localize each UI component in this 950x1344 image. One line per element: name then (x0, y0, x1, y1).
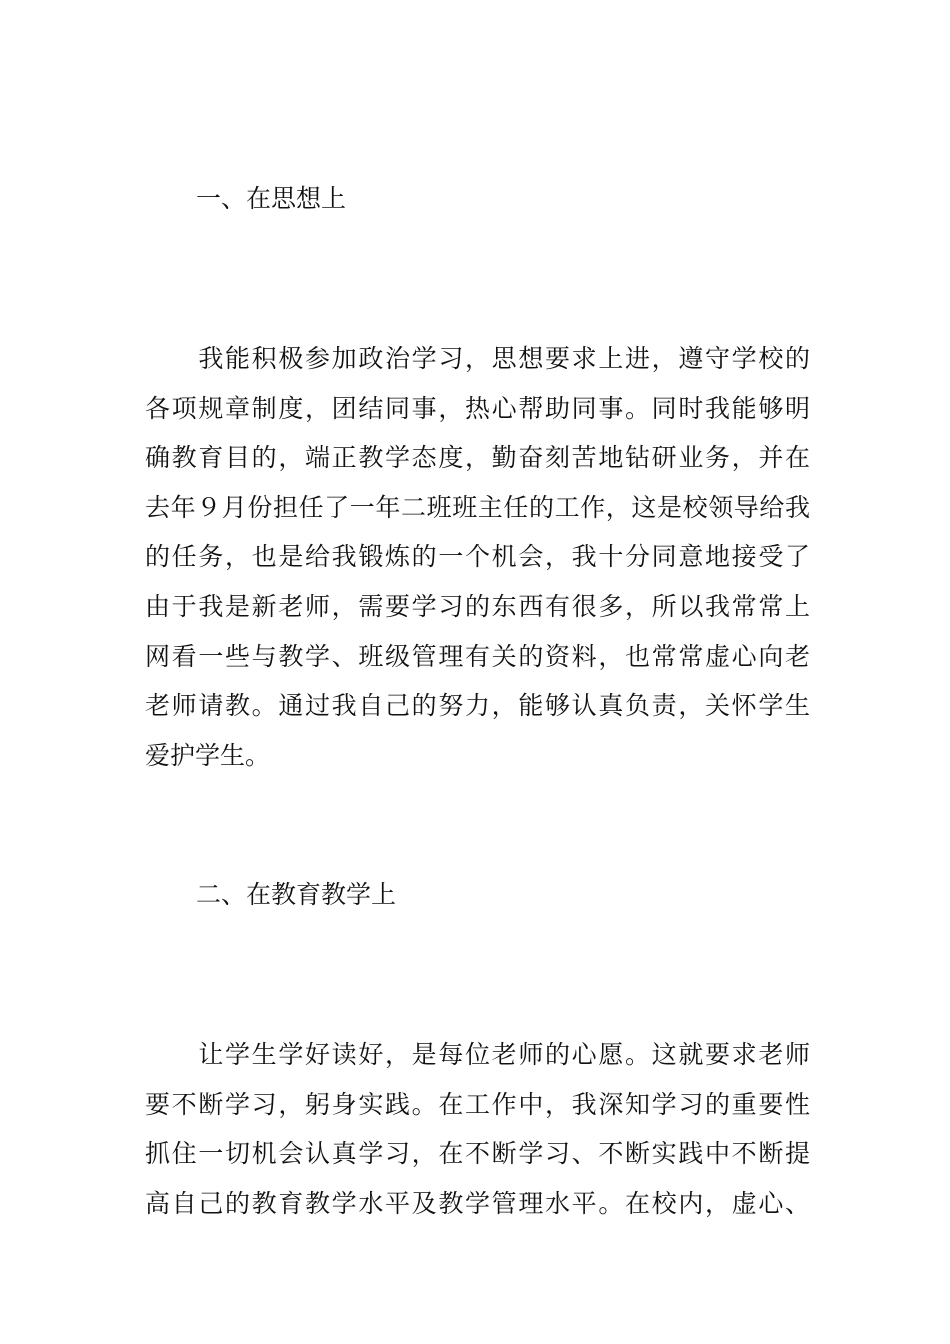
paragraph-line: 高自己的教育教学水平及教学管理水平。在校内，虚心、 (145, 1188, 810, 1218)
paragraph-line: 抓住一切机会认真学习，在不断学习、不断实践中不断提 (145, 1139, 810, 1169)
paragraph-line: 让学生学好读好，是每位老师的心愿。这就要求老师 (145, 1040, 810, 1069)
paragraph-line: 去年９月份担任了一年二班班主任的工作，这是校领导给我 (145, 492, 810, 522)
paragraph-line: 老师请教。通过我自己的努力，能够认真负责，关怀学生 (145, 691, 810, 721)
paragraph-line: 各项规章制度，团结同事，热心帮助同事。同时我能够明 (145, 393, 810, 423)
section-heading-teaching: 二、在教育教学上 (196, 880, 397, 909)
paragraph-line: 确教育目的，端正教学态度，勤奋刻苦地钻研业务，并在 (145, 443, 810, 473)
paragraph-line: 我能积极参加政治学习，思想要求上进，遵守学校的 (145, 344, 810, 373)
paragraph-line: 网看一些与教学、班级管理有关的资料，也常常虚心向老 (145, 641, 810, 671)
paragraph-line: 由于我是新老师，需要学习的东西有很多，所以我常常上 (145, 591, 810, 621)
paragraph-line: 爱护学生。 (145, 740, 271, 770)
paragraph-line: 的任务，也是给我锻炼的一个机会，我十分同意地接受了 (145, 542, 810, 572)
paragraph-line: 要不断学习，躬身实践。在工作中，我深知学习的重要性 (145, 1089, 810, 1119)
section-heading-thought: 一、在思想上 (196, 184, 347, 213)
paragraph-teaching (145, 1030, 810, 1228)
paragraph-thought (145, 334, 810, 780)
